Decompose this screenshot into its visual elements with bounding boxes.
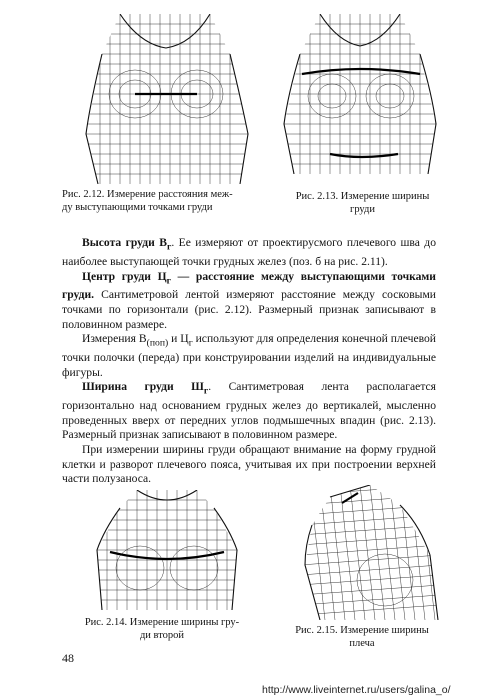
body-text [62, 236, 436, 487]
paragraph-chest-height: Высота груди $В_г$. Ее измеряют от проектирусмого плечевого шва до наиболее выступающей точки грудных желез (поз. б на рис. 2.11). [62, 236, 436, 268]
torso-mesh-illustration [280, 14, 440, 174]
figure-2-14-torso-mesh [92, 490, 242, 610]
paragraph-measurements: Измерения $В_{(поп)}$ и $Ц_г$ используют для определения конечной плечевой точки полочки (переда) при конструировании изделий на индивидуальные фигуры. [62, 332, 436, 379]
torso-mesh-illustration [80, 14, 252, 184]
page-number: 48 [62, 651, 74, 665]
figure-2-12-torso-mesh [80, 14, 252, 184]
figure-2-13-caption: Рис. 2.13. Измерение ширины груди [295, 191, 430, 215]
figure-2-13-torso-mesh [280, 14, 440, 174]
figure-2-12-caption: Рис. 2.12. Измерение расстояния меж- ду выступающими точками груди [62, 189, 233, 213]
paragraph-chest-center: Центр груди $Ц_г$ — расстояние между выступающими точками груди. Сантиметровой лентой измеряют расстояние между сосковыми точками по горизонтали (рис. 2.12). Размерный признак записывают в половинном размере. [62, 269, 436, 331]
paragraph-measurement-note: При измерении ширины груди обращают внимание на форму грудной клетки и разворот плечевого пояса, учитывая их при построении верхней части полузаноса. [62, 442, 436, 486]
figure-2-15-caption: Рис. 2.15. Измерение ширины плеча [295, 625, 429, 649]
figure-2-14-caption: Рис. 2.14. Измерение ширины гру- ди второй [84, 617, 240, 641]
figure-2-15-shoulder-mesh [300, 485, 440, 620]
torso-mesh-illustration [300, 485, 440, 620]
watermark-url: http://www.liveinternet.ru/users/galina_o/ [262, 684, 451, 696]
paragraph-chest-width: Ширина груди $Ш_г$. Сантиметровая лента располагается горизонтально над основанием грудных желез до вертикалей, мысленно проведенных вверх от передних углов подмышечных впадин (рис. 2.13). Размерный признак записывают в половинном размере. [62, 380, 437, 442]
torso-mesh-illustration [92, 490, 242, 610]
